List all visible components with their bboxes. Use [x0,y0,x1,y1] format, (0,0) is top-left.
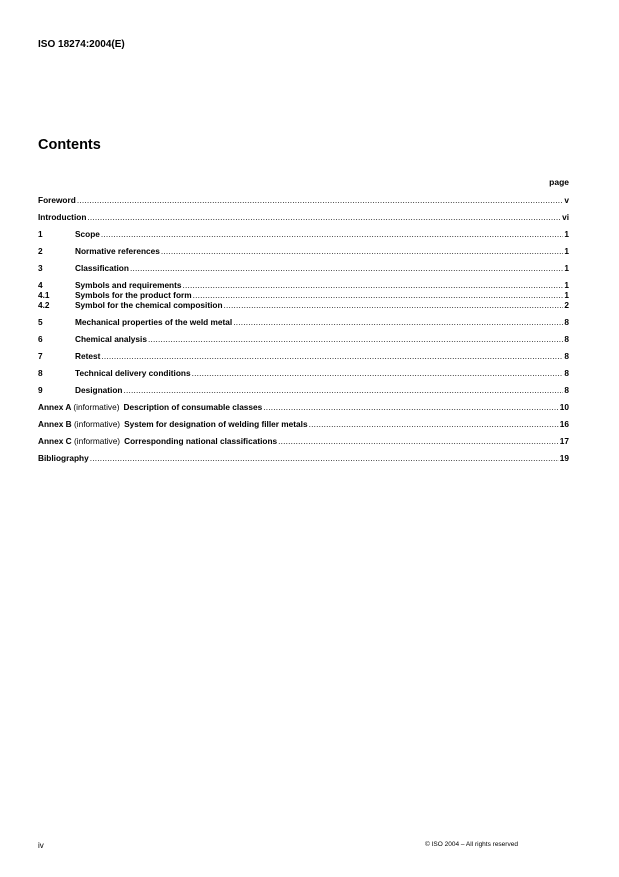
toc-label: Classification [75,263,129,273]
toc-number: 8 [38,368,43,378]
toc-page: 10 [559,402,569,412]
toc-entry-product-form[interactable] [38,290,569,300]
toc-page: 17 [559,436,569,446]
toc-label: Technical delivery conditions [75,368,191,378]
toc-page: 16 [559,419,569,429]
toc-leader-dots [233,317,563,327]
toc-label: Retest [75,351,101,361]
toc-leader-dots [263,402,559,412]
toc-number: 5 [38,317,43,327]
footer-copyright: © ISO 2004 – All rights reserved [425,841,518,848]
toc-page: 8 [564,334,569,344]
toc-number: 4 [38,280,43,290]
toc-entry-annex-b[interactable] [38,419,569,429]
toc-label: Symbols and requirements [75,280,182,290]
toc-leader-dots [77,195,564,205]
table-of-contents [38,195,569,463]
toc-entry-chemical-composition[interactable] [38,300,569,310]
toc-annex-letter: Annex B [38,419,72,429]
toc-label: Designation [75,385,123,395]
toc-page: 8 [564,317,569,327]
toc-number: 4.2 [38,300,50,310]
toc-annex [38,402,119,412]
toc-leader-dots [101,351,563,361]
toc-annex [38,419,120,429]
toc-entry-retest[interactable] [38,351,569,361]
toc-entry-foreword[interactable] [38,195,569,205]
toc-page: 1 [564,246,569,256]
toc-leader-dots [87,212,561,222]
toc-page: 19 [559,453,569,463]
toc-label: Normative references [75,246,160,256]
toc-number: 4.1 [38,290,50,300]
toc-annex [38,436,120,446]
toc-label: Mechanical properties of the weld metal [75,317,233,327]
toc-label: Foreword [38,195,76,205]
toc-entry-classification[interactable] [38,263,569,273]
toc-leader-dots [130,263,563,273]
toc-leader-dots [309,419,559,429]
toc-entry-designation[interactable] [38,385,569,395]
toc-leader-dots [161,246,564,256]
toc-label: Symbol for the chemical composition [75,300,223,310]
toc-entry-mechanical-properties[interactable] [38,317,569,327]
toc-number: 7 [38,351,43,361]
toc-page: 1 [564,280,569,290]
toc-page: 1 [564,229,569,239]
toc-leader-dots [148,334,563,344]
toc-page: 1 [564,290,569,300]
toc-entry-normative-references[interactable] [38,246,569,256]
page-column-label: page [549,177,569,187]
toc-page: vi [562,212,569,222]
toc-page: 8 [564,385,569,395]
toc-annex-letter: Annex A [38,402,72,412]
toc-number: 2 [38,246,43,256]
toc-leader-dots [123,385,563,395]
toc-label: Chemical analysis [75,334,147,344]
toc-page: v [564,195,569,205]
toc-leader-dots [101,229,563,239]
toc-page: 8 [564,351,569,361]
toc-label: Bibliography [38,453,89,463]
toc-annex-type: (informative) [73,402,120,412]
toc-annex-letter: Annex C [38,436,72,446]
toc-number: 6 [38,334,43,344]
document-id: ISO 18274:2004(E) [38,39,125,50]
toc-entry-technical-delivery-conditions[interactable] [38,368,569,378]
toc-entry-annex-c[interactable] [38,436,569,446]
toc-leader-dots [192,368,564,378]
toc-entry-annex-a[interactable] [38,402,569,412]
toc-leader-dots [193,290,564,300]
toc-entry-chemical-analysis[interactable] [38,334,569,344]
toc-number: 1 [38,229,43,239]
toc-annex-type: (informative) [73,419,121,429]
toc-leader-dots [183,280,564,290]
toc-number: 3 [38,263,43,273]
toc-label: Corresponding national classifications [124,436,278,446]
toc-leader-dots [90,453,559,463]
toc-label: Scope [75,229,100,239]
toc-entry-scope[interactable] [38,229,569,239]
toc-entry-bibliography[interactable] [38,453,569,463]
toc-label: Introduction [38,212,87,222]
toc-annex-type: (informative) [73,436,121,446]
toc-leader-dots [278,436,559,446]
toc-label: System for designation of welding filler metals [124,419,308,429]
toc-entry-introduction[interactable] [38,212,569,222]
footer-page-number: iv [38,841,44,850]
toc-page: 1 [564,263,569,273]
contents-title: Contents [38,137,101,153]
toc-label: Symbols for the product form [75,290,192,300]
toc-label: Description of consumable classes [123,402,263,412]
toc-page: 2 [564,300,569,310]
toc-leader-dots [224,300,564,310]
toc-number: 9 [38,385,43,395]
toc-entry-symbols-and-requirements[interactable] [38,280,569,290]
toc-page: 8 [564,368,569,378]
